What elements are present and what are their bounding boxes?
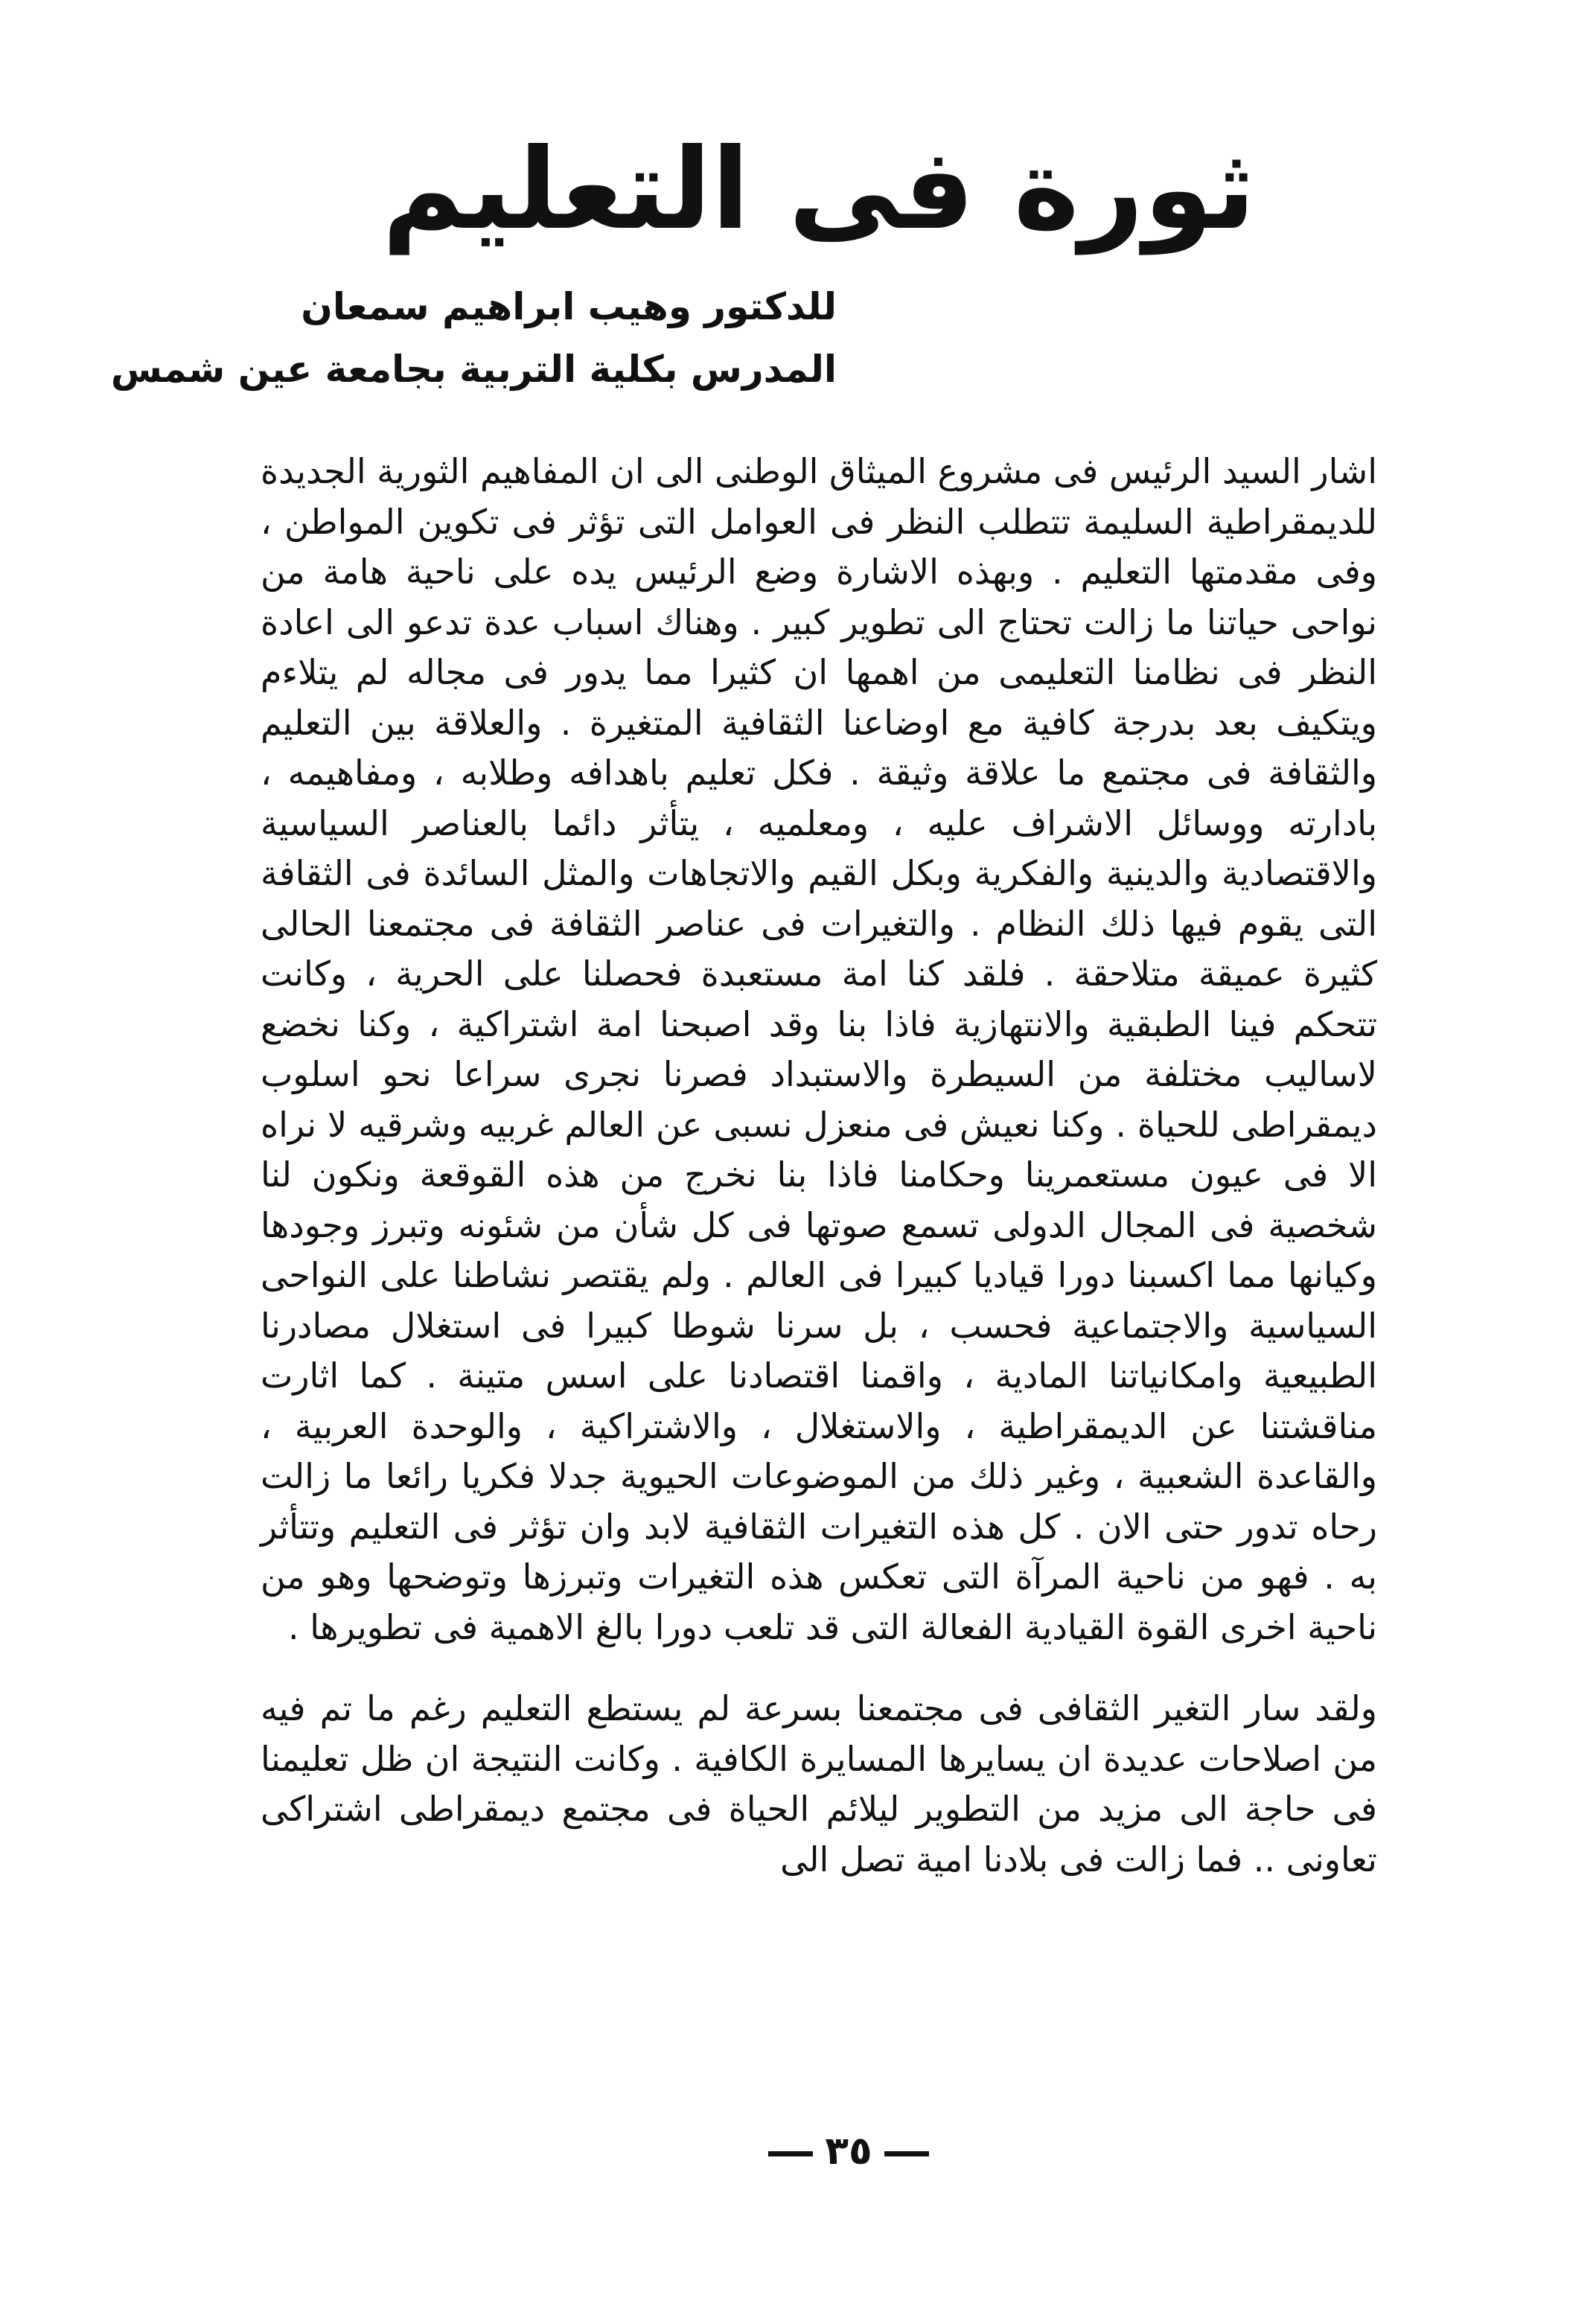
article-body	[261, 447, 1377, 1885]
right-dash-ornament	[768, 2151, 813, 2156]
left-dash-ornament	[884, 2151, 929, 2156]
author-name: للدكتور وهيب ابراهيم سمعان	[301, 285, 837, 328]
article-title: ثورة فى التعليم	[382, 125, 1256, 255]
body-paragraph: اشار السيد الرئيس فى مشروع الميثاق الوطنى الى ان المفاهيم الثورية الجديدة للديمقراطية السليمة تتطلب النظر فى العوامل التى تؤثر فى تكوين المواطن ، وفى مقدمتها التعليم . وبهذه الاشارة وضع الرئيس يده على ناحية هامة من نواحى حياتنا ما زالت تحتاج الى تطوير كبير . وهناك اسباب عدة تدعو الى اعادة النظر فى نظامنا التعليمى من اهمها ان كثيرا مما يدور فى مجاله لم يتلاءم ويتكيف بعد بدرجة كافية مع اوضاعنا الثقافية المتغيرة . والعلاقة بين التعليم والثقافة فى مجتمع ما علاقة وثيقة . فكل تعليم باهدافه وطلابه ، ومفاهيمه ، بادارته ووسائل الاشراف عليه ، ومعلميه ، يتأثر دائما بالعناصر السياسية والاقتصادية والدينية والفكرية وبكل القيم والاتجاهات والمثل السائدة فى الثقافة التى يقوم فيها ذلك النظام . والتغيرات فى عناصر الثقافة فى مجتمعنا الحالى كثيرة عميقة متلاحقة . فلقد كنا امة مستعبدة فحصلنا على الحرية ، وكانت تتحكم فينا الطبقية والانتهازية فاذا بنا وقد اصبحنا امة اشتراكية ، وكنا نخضع لاساليب مختلفة من السيطرة والاستبداد فصرنا نجرى سراعا نحو اسلوب ديمقراطى للحياة . وكنا نعيش فى منعزل نسبى عن العالم غربيه وشرقيه لا نراه الا فى عيون مستعمرينا وحكامنا فاذا بنا نخرج من هذه القوقعة ونكون لنا شخصية فى المجال الدولى تسمع صوتها فى كل شأن من شئونه وتبرز وجودها وكيانها مما اكسبنا دورا قياديا كبيرا فى العالم . ولم يقتصر نشاطنا على النواحى السياسية والاجتماعية فحسب ، بل سرنا شوطا كبيرا فى استغلال مصادرنا الطبيعية وامكانياتنا المادية ، واقمنا اقتصادنا على اسس متينة . كما اثارت مناقشتنا عن الديمقراطية ، والاستغلال ، والاشتراكية ، والوحدة العربية ، والقاعدة الشعبية ، وغير ذلك من الموضوعات الحيوية جدلا فكريا رائعا ما زالت رحاه تدور حتى الان . كل هذه التغيرات الثقافية لابد وان تؤثر فى التعليم وتتأثر به . فهو من ناحية المرآة التى تعكس هذه التغيرات وتبرزها وتوضحها وهو من ناحية اخرى القوة القيادية الفعالة التى قد تلعب دورا بالغ الاهمية فى تطويرها .	[261, 451, 1377, 1647]
page-number-footer	[737, 2125, 960, 2177]
body-paragraph: ولقد سار التغير الثقافى فى مجتمعنا بسرعة لم يستطع التعليم رغم ما تم فيه من اصلاحات عديدة ان يسايرها المسايرة الكافية . وكانت النتيجة ان ظل تعليمنا فى حاجة الى مزيد من التطوير ليلائم الحياة فى مجتمع ديمقراطى اشتراكى تعاونى .. فما زالت فى بلادنا امية تصل الى	[261, 1688, 1377, 1880]
author-block	[110, 275, 837, 400]
author-affiliation: المدرس بكلية التربية بجامعة عين شمس	[110, 348, 837, 391]
page-number: ٣٥	[825, 2129, 872, 2174]
